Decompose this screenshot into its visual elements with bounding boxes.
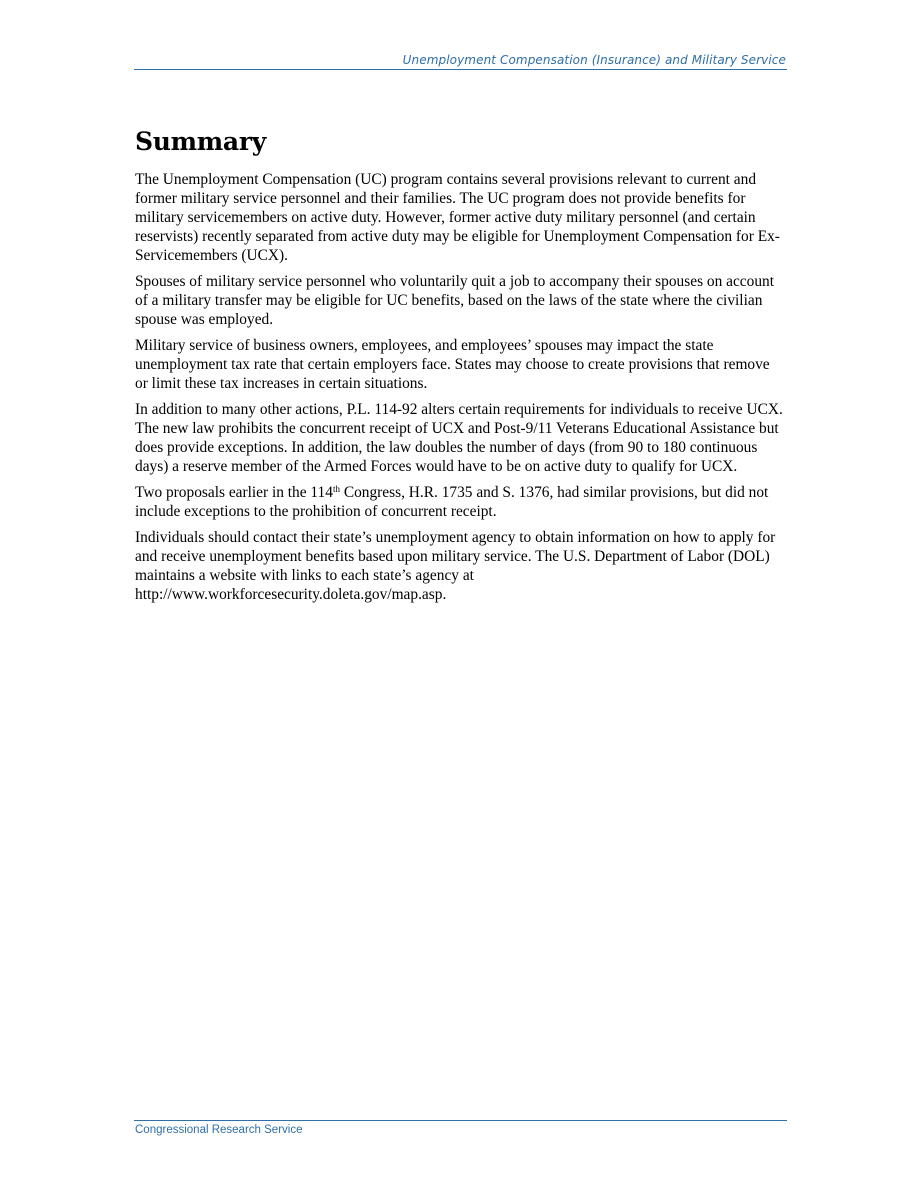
running-header-title: Unemployment Compensation (Insurance) and Military Service [402,53,786,67]
paragraph-3: Military service of business owners, employees, and employees’ spouses may impact the state unemployment tax rate that certain employers face. States may choose to create provisions that remove or limit these tax increases in certain situations. [135,337,770,392]
paragraph-6: Individuals should contact their state’s unemployment agency to obtain information on how to apply for and receive unemployment benefits based upon military service. The U.S. Department of Labor (DOL) maintains a website with links to each state’s agency at http://www.workforcesecurity.doleta.gov/map.asp. [135,529,776,603]
paragraph-4: In addition to many other actions, P.L. 114-92 alters certain requirements for individuals to receive UCX. The new law prohibits the concurrent receipt of UCX and Post-9/11 Veterans Educational Assistance but does provide exceptions. In addition, the law doubles the number of days (from 90 to 180 continuous days) a reserve member of the Armed Forces would have to be on active duty to qualify for UCX. [135,401,783,475]
paragraph-5-part-2: Congress, H.R. 1735 and S. 1376, had similar provisions, but did not include exceptions to the prohibition of concurrent receipt. [135,484,769,520]
summary-section [135,122,785,611]
footer-organization: Congressional Research Service [135,1124,303,1136]
header-divider [134,69,787,70]
paragraph-5-part-1: Two proposals earlier in the 114 [135,484,333,501]
paragraph-1: The Unemployment Compensation (UC) program contains several provisions relevant to current and former military service personnel and their families. The UC program does not provide benefits for military servicemembers on active duty. However, former active duty military personnel (and certain reservists) recently separated from active duty may be eligible for Unemployment Compensation for Ex-Servicemembers (UCX). [135,171,780,264]
ordinal-superscript: th [332,484,340,494]
paragraph-5 [135,483,785,521]
section-title: Summary [135,127,266,156]
footer-divider [134,1120,787,1121]
paragraph-2: Spouses of military service personnel who voluntarily quit a job to accompany their spouses on account of a military transfer may be eligible for UC benefits, based on the laws of the state where the civilian spouse was employed. [135,273,774,328]
